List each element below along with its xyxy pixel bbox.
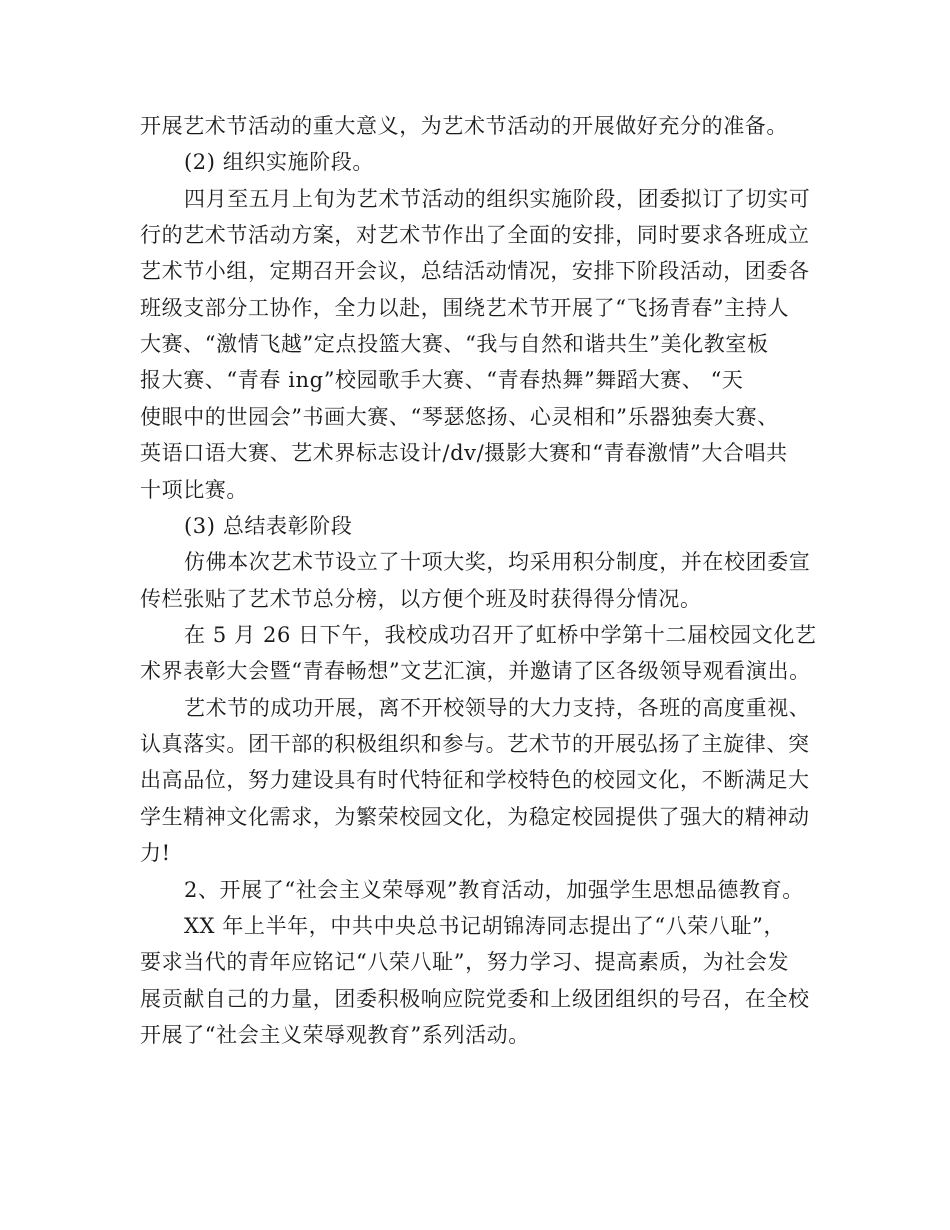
text-line: 四月至五月上旬为艺术节活动的组织实施阶段，团委拟订了切实可 [184, 187, 811, 211]
text-line: 展贡献自己的力量，团委积极响应院党委和上级团组织的号召，在全校 [140, 987, 810, 1011]
text-line: 认真落实。团干部的积极组织和参与。艺术节的开展弘扬了主旋律、突 [140, 732, 810, 756]
section-heading-summary: (3) 总结表彰阶段 [184, 514, 353, 538]
text-line: 传栏张贴了艺术节总分榜，以方便个班及时获得得分情况。 [140, 587, 702, 611]
text-line: 出高品位，努力建设具有时代特征和学校特色的校园文化，不断满足大 [140, 768, 810, 792]
text-line: 行的艺术节活动方案，对艺术节作出了全面的安排，同时要求各班成立 [140, 223, 810, 247]
text-line: 仿佛本次艺术节设立了十项大奖，均采用积分制度，并在校团委宣 [184, 550, 811, 574]
text-line: 英语口语大赛、艺术界标志设计/dv/摄影大赛和“青春激情”大合唱共 [140, 441, 788, 465]
text-line: XX 年上半年，中共中央总书记胡锦涛同志提出了“八荣八耻”， [184, 914, 786, 938]
text-line: 使眼中的世园会”书画大赛、“琴瑟悠扬、心灵相和”乐器独奏大赛、 [140, 405, 779, 429]
text-line: 力! [140, 841, 171, 865]
text-line: 班级支部分工协作，全力以赴，围绕艺术节开展了“飞扬青春”主持人 [140, 296, 790, 320]
text-line: 大赛、“激情飞越”定点投篮大赛、“我与自然和谐共生”美化教室板 [140, 332, 769, 356]
text-line: 十项比赛。 [140, 478, 248, 502]
text-line: 开展了“社会主义荣辱观教育”系列活动。 [140, 1023, 530, 1047]
text-line: 艺术节小组，定期召开会议，总结活动情况，安排下阶段活动，团委各 [140, 259, 810, 283]
text-line: 报大赛、“青春 ing”校园歌手大赛、“青春热舞”舞蹈大赛、 “天 [140, 368, 744, 392]
text-line: 学生精神文化需求，为繁荣校园文化，为稳定校园提供了强大的精神动 [140, 805, 810, 829]
text-line: 艺术节的成功开展，离不开校领导的大力支持，各班的高度重视、 [184, 696, 811, 720]
text-line: 要求当代的青年应铭记“八荣八耻”，努力学习、提高素质，为社会发 [140, 950, 790, 974]
text-line: 术界表彰大会暨“青春畅想”文艺汇演，并邀请了区各级领导观看演出。 [140, 659, 811, 683]
text-line: 在 5 月 26 日下午，我校成功召开了虹桥中学第十二届校园文化艺 [184, 623, 817, 647]
section-heading-implementation: (2) 组织实施阶段。 [184, 150, 375, 174]
section-heading-honor-education: 2、开展了“社会主义荣辱观”教育活动，加强学生思想品德教育。 [184, 878, 804, 902]
text-line: 开展艺术节活动的重大意义，为艺术节活动的开展做好充分的准备。 [140, 114, 788, 138]
